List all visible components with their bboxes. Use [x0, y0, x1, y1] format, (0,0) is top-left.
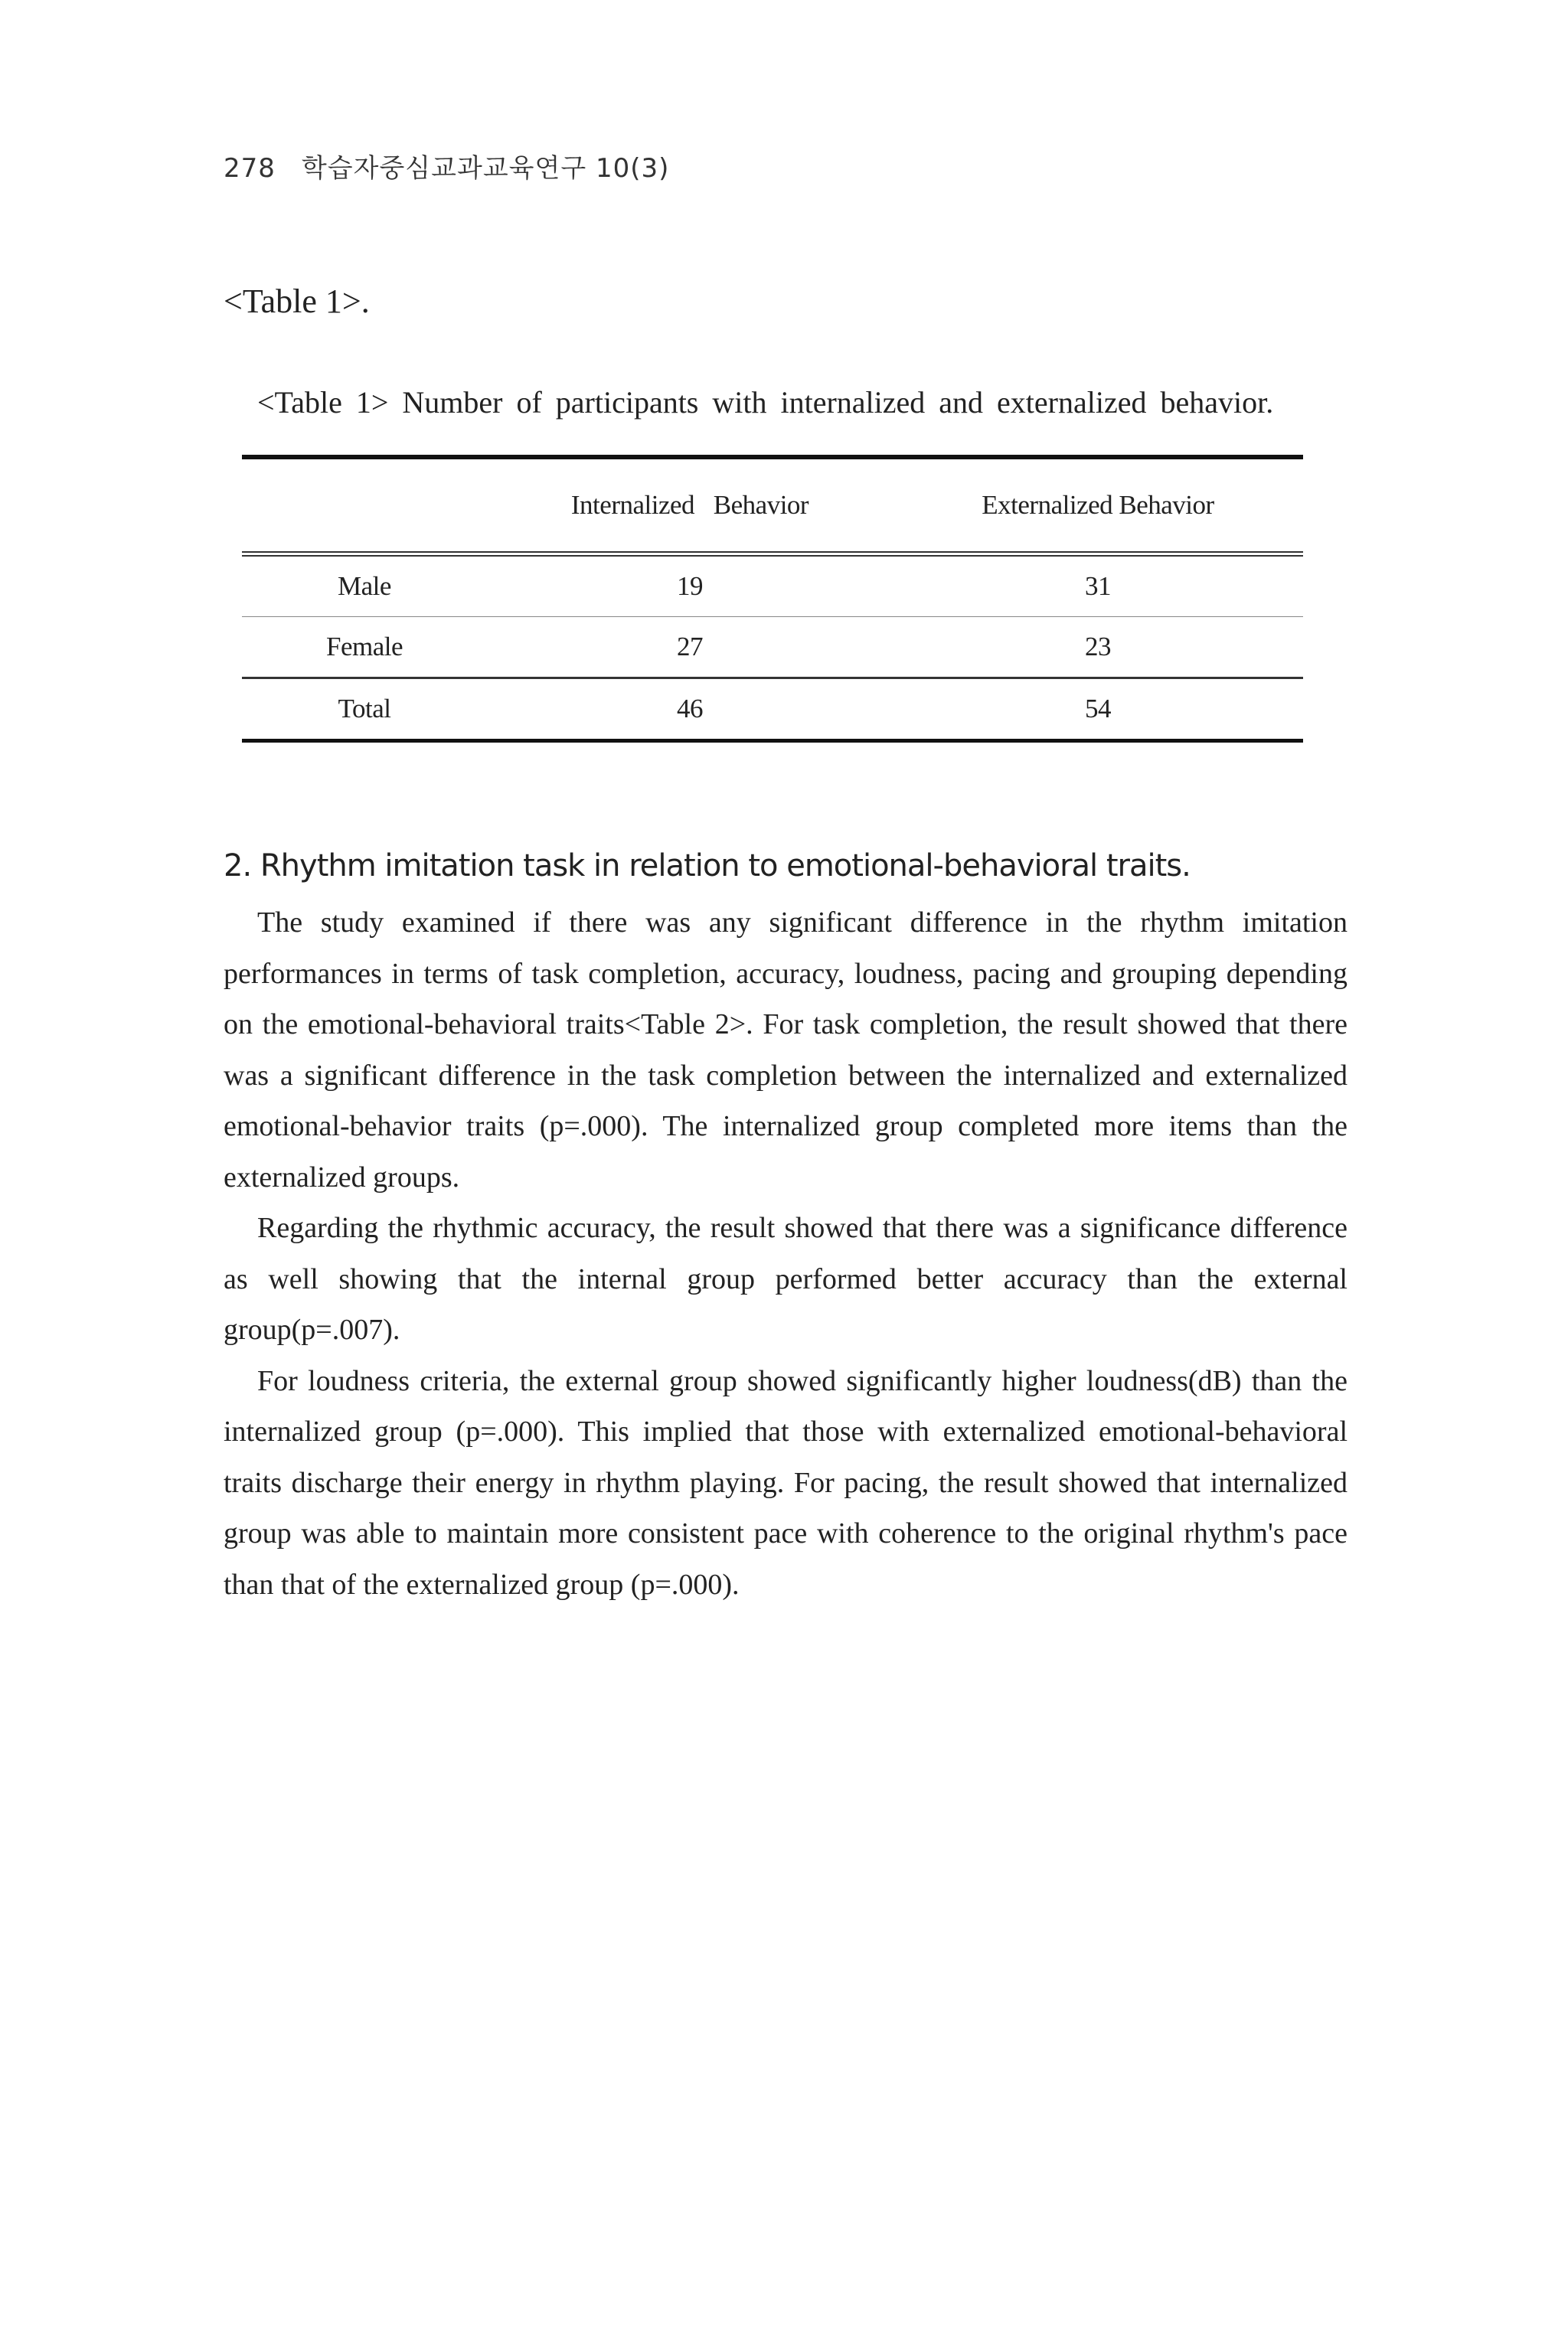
table-header-empty: [242, 457, 487, 554]
journal-title: 학습자중심교과교육연구 10(3): [301, 153, 670, 184]
row-label: Total: [338, 694, 391, 723]
paragraph: For loudness criteria, the external group showed significantly higher loudness(dB) than the internalized group (p=.000). This implied that those with externalized emotional-behavioral traits discharge their energy in rhythm playing. For pacing, the result showed that internalized group was able to maintain more consistent pace with coherence to the original rhythm's pace than that of the externalized group (p=.000).: [224, 1364, 1348, 1601]
paragraph: The study examined if there was any significant difference in the rhythm imitation performances in terms of task completion, accuracy, loudness, pacing and grouping depending on the emotional-behavioral traits<Table 2>. For task completion, the result showed that there was a significant difference in the task completion between the internalized and externalized emotional-behavior traits (p=.000). The internalized group completed more items than the externalized groups.: [224, 906, 1348, 1194]
externalized-value: 31: [1085, 571, 1111, 601]
running-header: [224, 147, 669, 185]
externalized-value: 23: [1085, 632, 1111, 661]
participants-table: [242, 455, 1303, 743]
table-header-externalized: Externalized Behavior: [982, 490, 1214, 520]
table-row: [242, 617, 1303, 678]
table-header-internalized: Internalized Behavior: [570, 490, 809, 520]
table-header-row: [242, 457, 1303, 554]
table-caption: <Table 1> Number of participants with internalized and externalized behavior.: [257, 385, 1274, 420]
section-heading: 2. Rhythm imitation task in relation to emotional-behavioral traits.: [224, 848, 1191, 883]
externalized-value: 54: [1085, 694, 1111, 723]
row-label: Female: [325, 632, 403, 661]
internalized-value: 46: [677, 694, 703, 723]
internalized-value: 19: [677, 571, 703, 601]
table-reference: <Table 1>.: [224, 282, 370, 320]
table-row: [242, 678, 1303, 741]
section-body: [224, 897, 1348, 1610]
row-label: Male: [338, 571, 391, 601]
page-number: 278: [224, 153, 276, 184]
internalized-value: 27: [677, 632, 703, 661]
table-row: [242, 554, 1303, 617]
paragraph: Regarding the rhythmic accuracy, the result showed that there was a significance difference as well showing that the internal group performed better accuracy than the external group(p=.007).: [224, 1212, 1348, 1346]
